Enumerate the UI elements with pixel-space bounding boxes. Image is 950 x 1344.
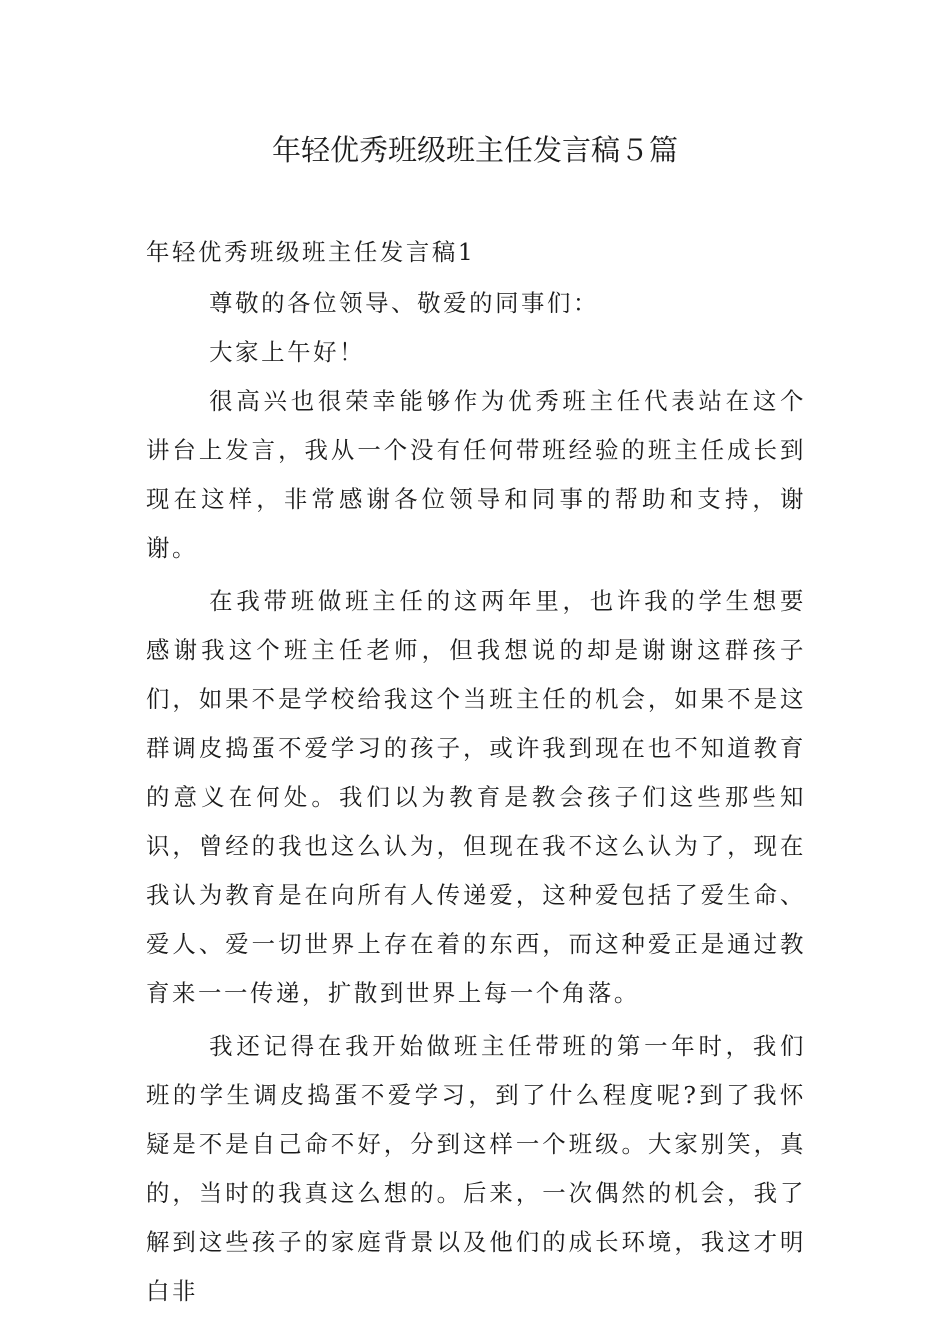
paragraph-3: 我还记得在我开始做班主任带班的第一年时，我们班的学生调皮捣蛋不爱学习，到了什么程度呢?到了我怀疑是不是自己命不好，分到这样一个班级。大家别笑，真的，当时的我真这么想的。后来，一次偶然的机会，我了解到这些孩子的家庭背景以及他们的成长环境，我这才明白非 xyxy=(146,1032,806,1305)
greeting: 大家上午好！ xyxy=(209,338,366,366)
salutation: 尊敬的各位领导、敬爱的同事们： xyxy=(209,289,600,317)
paragraph-1: 很高兴也很荣幸能够作为优秀班主任代表站在这个讲台上发言，我从一个没有任何带班经验的班主任成长到现在这样，非常感谢各位领导和同事的帮助和支持，谢谢。 xyxy=(146,387,806,562)
section-heading: 年轻优秀班级班主任发言稿1 xyxy=(146,238,476,266)
document-body xyxy=(146,228,806,1316)
document-title: 年轻优秀班级班主任发言稿５篇 xyxy=(271,133,678,167)
paragraph-2: 在我带班做班主任的这两年里，也许我的学生想要感谢我这个班主任老师，但我想说的却是谢谢这群孩子们，如果不是学校给我这个当班主任的机会，如果不是这群调皮捣蛋不爱学习的孩子，或许我到现在也不知道教育的意义在何处。我们以为教育是教会孩子们这些那些知识，曾经的我也这么认为，但现在我不这么认为了，现在我认为教育是在向所有人传递爱，这种爱包括了爱生命、爱人、爱一切世界上存在着的东西，而这种爱正是通过教育来一一传递，扩散到世界上每一个角落。 xyxy=(146,587,806,1007)
